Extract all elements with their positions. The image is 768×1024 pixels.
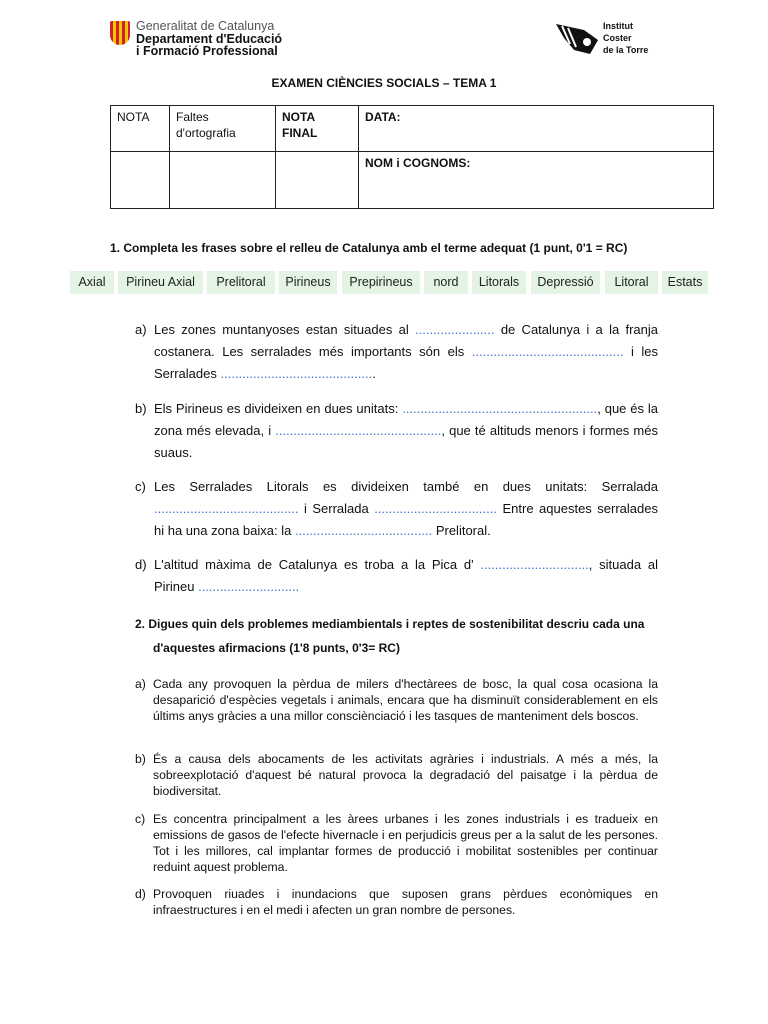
- answer-blank[interactable]: ........................................: [154, 501, 299, 516]
- department-line3: i Formació Professional: [136, 44, 278, 58]
- item-text: L'altitud màxima de Catalunya es troba a la Pica d': [154, 557, 474, 572]
- answer-blank[interactable]: ......................................: [294, 523, 433, 538]
- question2-item-d: [135, 886, 658, 918]
- word-chip: Pirineu Axial: [118, 271, 203, 294]
- school-logo: [554, 18, 664, 62]
- faltes-label-1: Faltes: [176, 110, 209, 124]
- question2-title-line1: 2. Digues quin dels problemes mediambientals i reptes de sostenibilitat descriu cada una: [135, 617, 645, 631]
- item-label: c): [135, 479, 146, 494]
- question2-item-c: [135, 811, 658, 875]
- word-chip: Depressió: [531, 271, 600, 294]
- generalitat-text: [136, 20, 282, 58]
- nota-final-cell: [276, 106, 359, 152]
- word-chip: Litorals: [472, 271, 526, 294]
- faltes-label-2: d'ortografia: [176, 126, 236, 140]
- grades-table: [110, 105, 714, 209]
- item-text: , situada al Pirineu: [154, 557, 658, 594]
- school-emblem-icon: [554, 20, 600, 58]
- item-text: Els Pirineus es divideixen en dues unitats:: [154, 401, 399, 416]
- item-text: de Catalunya i a la franja costanera. Les serralades més importants són els: [154, 322, 658, 359]
- nota-final-label-1: NOTA: [282, 110, 316, 124]
- school-line1: Institut: [603, 21, 633, 31]
- question1-item-d: [135, 554, 658, 598]
- nota-cell: [111, 106, 170, 152]
- name-cell[interactable]: [359, 152, 714, 209]
- item-text: , que té altituds menors i formes més suaus.: [154, 423, 658, 460]
- item-text: i Serralada: [303, 501, 369, 516]
- item-text: És a causa dels abocaments de les activitats agràries i industrials. A més a més, la sobreexplotació d'aquest bé natural provoca la degradació del paisatge i la pèrdua de biodiversitat.: [153, 752, 658, 798]
- generalitat-logo: [110, 20, 310, 60]
- answer-blank[interactable]: ..........................................: [471, 344, 624, 359]
- word-chip: nord: [424, 271, 468, 294]
- school-name: [603, 20, 648, 56]
- item-text: .: [372, 366, 376, 381]
- item-label: a): [135, 322, 147, 337]
- question1-item-c: [135, 476, 658, 542]
- answer-blank[interactable]: ......................................................: [402, 401, 598, 416]
- nota-label: NOTA: [117, 110, 150, 124]
- item-label: d): [135, 887, 146, 901]
- answer-blank[interactable]: ..............................................: [275, 423, 442, 438]
- word-chip: Pirineus: [279, 271, 337, 294]
- generalitat-line1: Generalitat de Catalunya: [136, 19, 275, 33]
- item-label: b): [135, 752, 146, 766]
- faltes-value-cell[interactable]: [170, 152, 276, 209]
- name-label: NOM i COGNOMS:: [365, 156, 471, 170]
- department-line2: Departament d'Educació: [136, 31, 283, 46]
- question2-item-b: [135, 751, 658, 799]
- item-text: Prelitoral.: [435, 523, 491, 538]
- item-text: , que és la zona més elevada, i: [154, 401, 658, 438]
- item-label: d): [135, 557, 147, 572]
- item-text: Les zones muntanyoses estan situades al: [154, 322, 409, 337]
- word-chip: Litoral: [605, 271, 658, 294]
- item-text: Les Serralades Litorals es divideixen també en dues unitats: Serralada: [154, 479, 658, 494]
- item-text: i les Serralades: [154, 344, 658, 381]
- question1-title: 1. Completa les frases sobre el relleu de Catalunya amb el terme adequat (1 punt, 0'1 = RC): [110, 241, 628, 255]
- catalan-flag-icon: [110, 21, 130, 45]
- item-label: b): [135, 401, 147, 416]
- item-text: Provoquen riuades i inundacions que suposen grans pèrdues econòmiques en infraestructures i en el medi i afecten un gran nombre de persones.: [153, 887, 658, 917]
- answer-blank[interactable]: ..................................: [374, 501, 497, 516]
- word-chip: Prepirineus: [342, 271, 420, 294]
- question1-item-b: [135, 398, 658, 464]
- item-label: c): [135, 812, 146, 826]
- item-text: Es concentra principalment a les àrees urbanes i les zones industrials i es tradueix en emissions de gasos de l'efecte hivernacle i en perjudicis greus per a la salut de les persones. Tot i les millores, cal implantar formes de producció i mobilitat sostenibles per continuar reduint aquest problema.: [153, 812, 658, 874]
- exam-title: EXAMEN CIÈNCIES SOCIALS – TEMA 1: [271, 76, 497, 90]
- answer-blank[interactable]: ......................: [415, 322, 495, 337]
- school-line3: de la Torre: [603, 45, 649, 55]
- faltes-cell: [170, 106, 276, 152]
- word-chip: Estats: [662, 271, 708, 294]
- answer-blank[interactable]: ..........................................: [220, 366, 373, 381]
- item-text: Entre aquestes serralades hi ha una zona baixa: la: [154, 501, 658, 538]
- answer-blank[interactable]: ............................: [198, 579, 300, 594]
- date-cell[interactable]: [359, 106, 714, 152]
- question1-item-a: [135, 319, 658, 385]
- answer-blank[interactable]: ..............................: [480, 557, 589, 572]
- question2-item-a: [135, 676, 658, 724]
- item-text: Cada any provoquen la pèrdua de milers d'hectàrees de bosc, la qual cosa ocasiona la desaparició d'espècies vegetals i animals, encara que ha disminuït considerablement en els últims anys gràcies a una millor consciènciació i les tasques de manteniment dels boscos.: [153, 677, 658, 723]
- nota-final-value-cell[interactable]: [276, 152, 359, 209]
- school-line2: Coster: [603, 33, 632, 43]
- date-label: DATA:: [365, 110, 401, 124]
- word-chip: Axial: [70, 271, 114, 294]
- item-label: a): [135, 677, 146, 691]
- word-chip: Prelitoral: [207, 271, 275, 294]
- question2-title-line2: d'aquestes afirmacions (1'8 punts, 0'3= RC): [153, 641, 400, 655]
- nota-final-label-2: FINAL: [282, 126, 318, 140]
- nota-value-cell[interactable]: [111, 152, 170, 209]
